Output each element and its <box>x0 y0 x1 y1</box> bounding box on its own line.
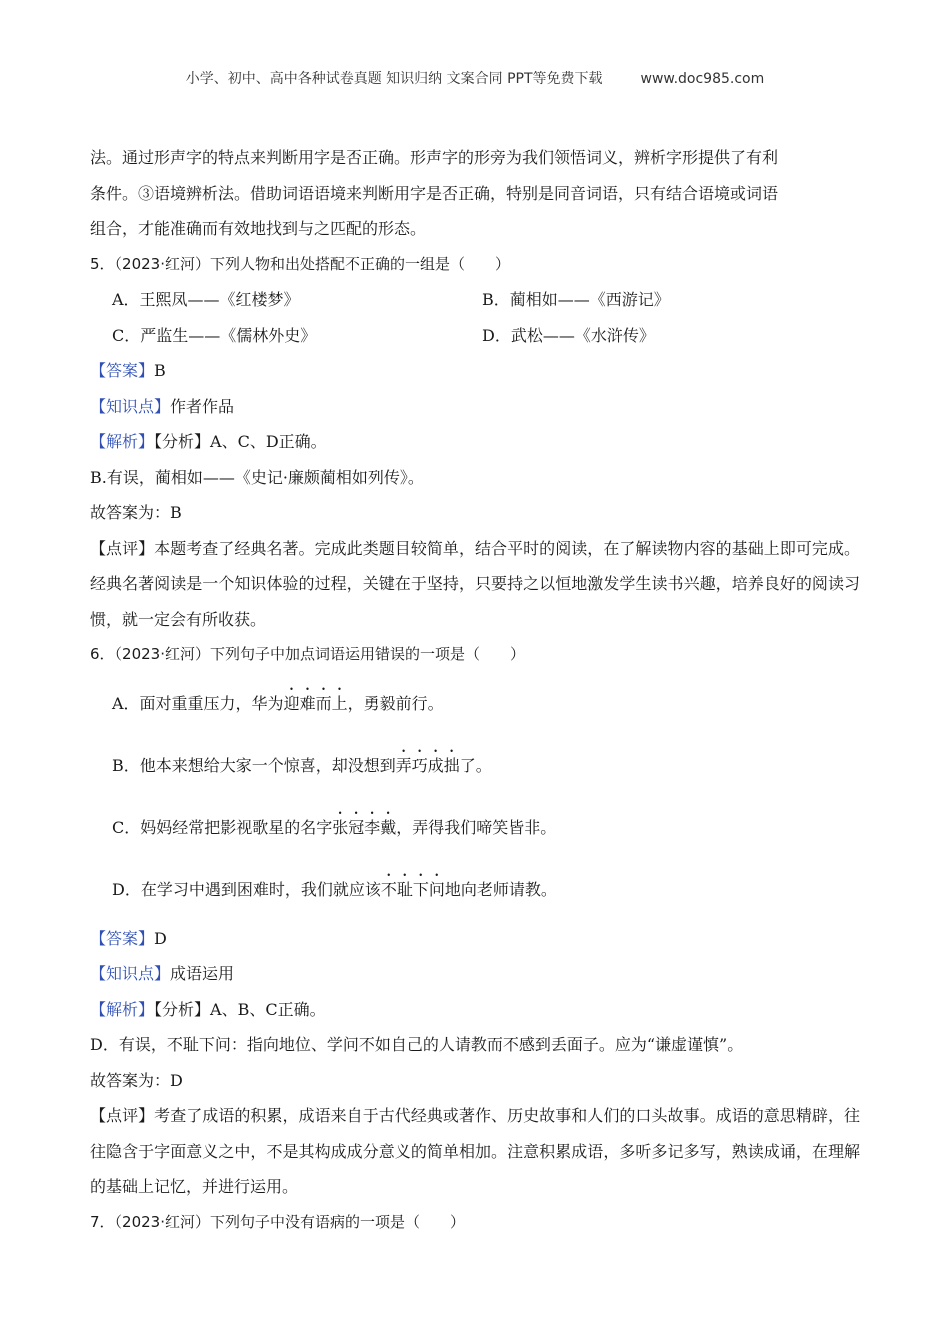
q6-detail: D．有误，不耻下问：指向地位、学问不如自己的人请教而不感到丢面子。应为“谦虚谨慎”。 <box>90 1035 744 1054</box>
q5-detail: B.有误，蔺相如——《史记·廉颇蔺相如列传》。 <box>90 467 424 487</box>
question-6-stem: 6．（2023·红河）下列句子中加点词语运用错误的一项是（ ） <box>90 645 525 663</box>
q5-final-answer: 故答案为：B <box>90 503 182 522</box>
intro-line-2: 条件。③语境辨析法。借助词语语境来判断用字是否正确，特别是同音词语，只有结合语境或词语 <box>90 183 779 203</box>
q5-analysis <box>90 424 860 460</box>
dotted-phrase: 迎难而上 <box>283 693 348 713</box>
q6-option-d: D．在学习中遇到困难时，我们就应该不耻下问地向老师请教。 <box>112 879 557 899</box>
q6-knowledge-point <box>90 956 860 992</box>
q6-analysis <box>90 992 860 1028</box>
dotted-phrase: 张冠李戴 <box>332 817 397 837</box>
question-5-options-row-2 <box>90 318 860 354</box>
q6-option-a: A．面对重重压力，华为迎难而上，勇毅前行。 <box>112 693 444 713</box>
q6-answer <box>90 921 860 957</box>
q6-option-c: C．妈妈经常把影视歌星的名字张冠李戴，弄得我们啼笑皆非。 <box>112 817 557 837</box>
q6-final-answer: 故答案为：D <box>90 1070 183 1090</box>
knowledge-tag: 【知识点】 <box>90 396 171 416</box>
dotted-phrase: 弄巧成拙 <box>395 755 460 775</box>
q5-option-a: A．王熙凤——《红楼梦》 <box>112 290 300 309</box>
q5-comment: 【点评】本题考查了经典名著。完成此类题目较简单，结合平时的阅读，在了解读物内容的基础上即可完成。经典名著阅读是一个知识体验的过程，关键在于坚持，只要持之以恒地激发学生读书兴趣，培养良好的阅读习惯，就一定会有所收获。 <box>90 538 860 629</box>
analysis-value: 【分析】A、B、C正确。 <box>154 999 326 1019</box>
question-7-stem: 7．（2023·红河）下列句子中没有语病的一项是（ ） <box>90 1212 465 1231</box>
question-5-stem: 5．（2023·红河）下列人物和出处搭配不正确的一组是（ ） <box>90 254 510 273</box>
q6-option-b: B．他本来想给大家一个惊喜，却没想到弄巧成拙了。 <box>112 755 492 775</box>
analysis-value: 【分析】A、C、D正确。 <box>154 432 327 451</box>
intro-line-1: 法。通过形声字的特点来判断用字是否正确。形声字的形旁为我们领悟词义，辨析字形提供了有利 <box>90 148 779 167</box>
question-5-options-row-1 <box>90 282 860 318</box>
q5-answer <box>90 353 860 389</box>
knowledge-tag: 【知识点】 <box>90 964 171 983</box>
answer-tag: 【答案】 <box>90 928 155 948</box>
q5-option-c: C．严监生——《儒林外史》 <box>112 325 317 345</box>
dotted-phrase: 不耻下问 <box>380 879 445 899</box>
analysis-tag: 【解析】 <box>90 999 155 1019</box>
page-header <box>0 68 950 88</box>
analysis-tag: 【解析】 <box>90 432 155 451</box>
knowledge-value: 成语运用 <box>170 964 235 983</box>
answer-value: D <box>154 928 167 948</box>
header-text: 小学、初中、高中各种试卷真题 知识归纳 文案合同 PPT等免费下载 <box>185 71 603 87</box>
answer-tag: 【答案】 <box>90 361 155 380</box>
knowledge-value: 作者作品 <box>170 396 235 416</box>
header-site-link[interactable]: www.doc985.com <box>640 71 765 87</box>
q5-knowledge-point <box>90 389 860 425</box>
q5-option-d: D．武松——《水浒传》 <box>482 325 655 345</box>
answer-value: B <box>154 361 166 380</box>
q6-comment: 【点评】考查了成语的积累，成语来自于古代经典或著作、历史故事和人们的口头故事。成语的意思精辟，往往隐含于字面意义之中，不是其构成成分意义的简单相加。注意积累成语，多听多记多写，熟读成诵，在理解的基础上记忆，并进行运用。 <box>90 1106 860 1196</box>
intro-line-3: 组合，才能准确而有效地找到与之匹配的形态。 <box>90 219 427 238</box>
q5-option-b: B．蔺相如——《西游记》 <box>482 290 670 309</box>
document-body <box>90 140 860 1240</box>
